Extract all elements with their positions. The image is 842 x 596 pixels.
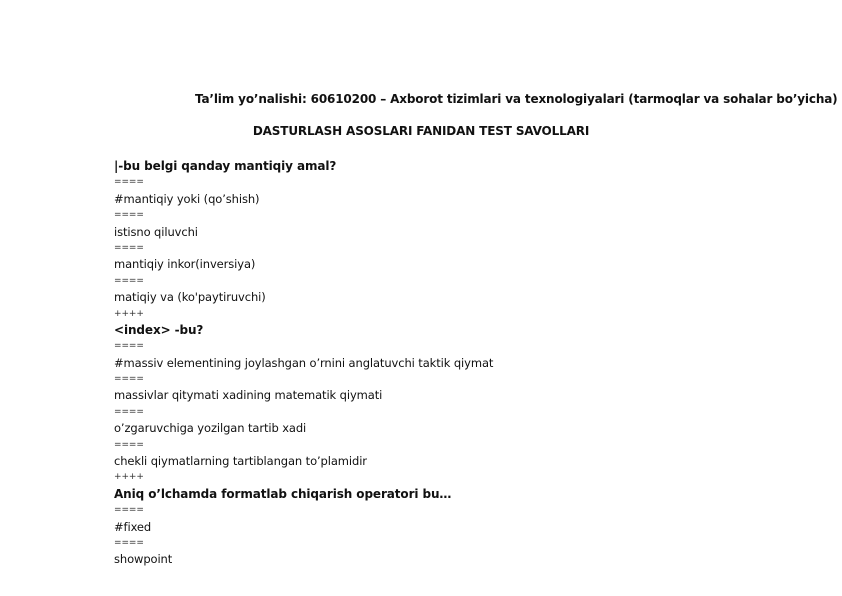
answer-option: massivlar qitymati xadining matematik qiymati: [114, 388, 383, 403]
answer-option: #fixed: [114, 519, 152, 534]
answer-option: mantiqiy inkor(inversiya): [114, 257, 256, 272]
test-questions-list: [114, 158, 814, 568]
separator: ====: [114, 406, 144, 417]
separator: ++++: [114, 472, 144, 483]
answer-option: istisno qiluvchi: [114, 224, 198, 239]
separator: ====: [114, 439, 144, 450]
answer-option: #massiv elementining joylashgan o’rnini anglatuvchi taktik qiymat: [114, 355, 494, 370]
separator: ====: [114, 374, 144, 385]
document-title: DASTURLASH ASOSLARI FANIDAN TEST SAVOLLARI: [252, 124, 590, 138]
separator: ====: [114, 505, 144, 516]
answer-option: o’zgaruvchiga yozilgan tartib xadi: [114, 421, 307, 436]
question-text: |-bu belgi qanday mantiqiy amal?: [114, 159, 337, 173]
answer-option: showpoint: [114, 552, 173, 567]
separator: ====: [114, 275, 144, 286]
program-direction-header: Ta’lim yo’nalishi: 60610200 – Axborot tizimlari va texnologiyalari (tarmoqlar va sohalar bo’yicha): [195, 92, 838, 106]
separator: ====: [114, 341, 144, 352]
separator: ====: [114, 537, 144, 548]
separator: ====: [114, 177, 144, 188]
question-text: <index> -bu?: [114, 322, 204, 337]
question-text: Aniq o’lchamda formatlab chiqarish operatori bu…: [114, 486, 452, 501]
answer-option: #mantiqiy yoki (qo’shish): [114, 191, 260, 206]
answer-option: chekli qiymatlarning tartiblangan to’plamidir: [114, 454, 367, 469]
answer-option: matiqiy va (ko'paytiruvchi): [114, 290, 266, 305]
separator: ====: [114, 210, 144, 221]
separator: ++++: [114, 308, 144, 319]
separator: ====: [114, 242, 144, 253]
